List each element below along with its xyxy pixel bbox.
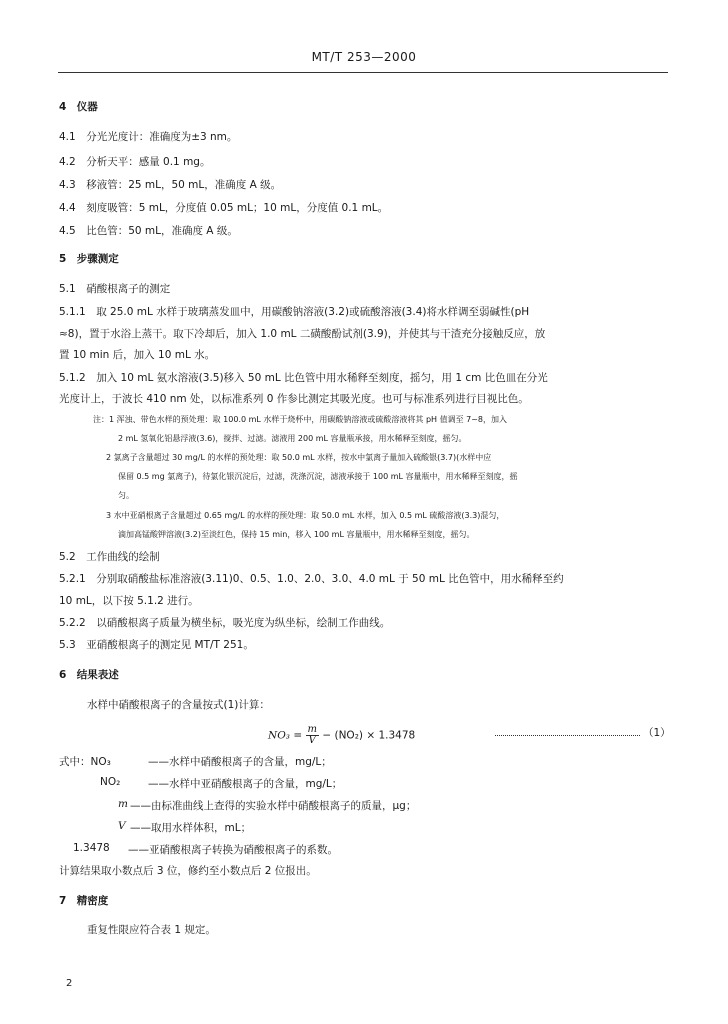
clause-4-2: 4.2 分析天平：感量 0.1 mg。 [59, 156, 211, 168]
clause-5-1-1-line1: 5.1.1 取 25.0 mL 水样于玻璃蒸发皿中，用碳酸钠溶液(3.2)或硫酸溶液(3.4)将水样调至弱碱性(pH [59, 306, 530, 318]
clause-5-2-1-line1: 5.2.1 分别取硝酸盐标准溶液(3.11)0、0.5、1.0、2.0、3.0、4.0 mL 于 50 mL 比色管中，用水稀释至约 [59, 573, 564, 585]
section-4-heading: 4 仪器 [59, 101, 98, 113]
note-2-line2: 保留 0.5 mg 氯离子)，待氯化银沉淀后，过滤，洗涤沉淀，滤液承接于 100 mL 容量瓶中，用水稀释至刻度，摇 [118, 472, 518, 481]
clause-4-3: 4.3 移液管：25 mL，50 mL，准确度 A 级。 [59, 179, 282, 191]
note-3-line1: 3 水中亚硝根离子含量超过 0.65 mg/L 的水样的预处理：取 50.0 mL 水样，加入 0.5 mL 硫酸溶液(3.3)混匀， [106, 511, 505, 520]
where-desc-v: ——取用水样体积，mL； [130, 822, 252, 834]
formula-lhs: NO₃ [268, 729, 291, 742]
clause-5-1-2-line1: 5.1.2 加入 10 mL 氨水溶液(3.5)移入 50 mL 比色管中用水稀释至刻度，摇匀，用 1 cm 比色皿在分光 [59, 372, 548, 384]
clause-5-1-1-line3: 置 10 min 后，加入 10 mL 水。 [59, 349, 216, 361]
note-3-line2: 滴加高锰酸钾溶液(3.2)至淡红色，保持 15 min，移入 100 mL 容量瓶中，用水稀释至刻度，摇匀。 [118, 530, 475, 539]
section-7-text: 重复性限应符合表 1 规定。 [87, 924, 216, 936]
formula-intro: 水样中硝酸根离子的含量按式(1)计算： [87, 699, 270, 711]
where-symbol-no3: 式中：NO₃ [59, 756, 111, 768]
calculation-note: 计算结果取小数点后 3 位，修约至小数点后 2 位报出。 [59, 865, 317, 877]
clause-4-5: 4.5 比色管：50 mL，准确度 A 级。 [59, 225, 238, 237]
where-desc-coefficient: ——亚硝酸根离子转换为硝酸根离子的系数。 [128, 844, 338, 856]
note-2-line1: 2 氯离子含量超过 30 mg/L 的水样的预处理：取 50.0 mL 水样，按水中氯离子量加入硫酸银(3.7)(水样中应 [106, 453, 492, 462]
where-desc-no3: ——水样中硝酸根离子的含量，mg/L； [148, 756, 332, 768]
formula-leader-dots [495, 727, 640, 736]
header-rule [58, 72, 668, 73]
clause-5-2-2: 5.2.2 以硝酸根离子质量为横坐标，吸光度为纵坐标，绘制工作曲线。 [59, 617, 391, 629]
clause-5-2-1-line2: 10 mL，以下按 5.1.2 进行。 [59, 595, 199, 607]
where-symbol-no2: NO₂ [100, 776, 121, 788]
clause-5-2: 5.2 工作曲线的绘制 [59, 551, 160, 563]
standard-code-header: MT/T 253—2000 [311, 50, 417, 64]
page-number: 2 [66, 978, 73, 989]
clause-5-1-2-line2: 光度计上，于波长 410 nm 处，以标准系列 0 作参比测定其吸光度。也可与标准系列进行目视比色。 [59, 393, 529, 405]
section-6-heading: 6 结果表述 [59, 669, 119, 681]
clause-5-1: 5.1 硝酸根离子的测定 [59, 283, 171, 295]
formula-fraction [306, 725, 319, 746]
where-symbol-v: V [118, 820, 126, 832]
formula-number: （1） [643, 727, 671, 739]
clause-5-1-1-line2: ≈8)，置于水浴上蒸干。取下冷却后，加入 1.0 mL 二磺酸酚试剂(3.9)，并使其与干渣充分接触反应，放 [59, 328, 546, 340]
formula-rest: − (NO₂) × 1.3478 [322, 729, 416, 742]
note-1-line2: 2 mL 氢氧化铝悬浮液(3.6)，搅拌、过滤。滤液用 200 mL 容量瓶承接，用水稀释至刻度，摇匀。 [118, 434, 467, 443]
where-symbol-m: m [118, 798, 128, 810]
formula-1 [268, 725, 415, 746]
note-1-line1: 注：1 浑浊、带色水样的预处理：取 100.0 mL 水样于烧杯中，用碳酸钠溶液或硫酸溶液将其 pH 值调至 7~8，加入 [93, 415, 508, 424]
section-5-heading: 5 步骤测定 [59, 253, 119, 265]
clause-4-1: 4.1 分光光度计：准确度为±3 nm。 [59, 131, 238, 143]
section-7-heading: 7 精密度 [59, 895, 109, 907]
formula-equals: = [293, 729, 303, 742]
formula-denominator: V [308, 735, 316, 746]
clause-5-3: 5.3 亚硝酸根离子的测定见 MT/T 251。 [59, 639, 254, 651]
note-2-line3: 匀。 [118, 491, 134, 500]
where-desc-m: ——由标准曲线上查得的实验水样中硝酸根离子的质量，μg； [130, 800, 417, 812]
where-symbol-coefficient: 1.3478 [73, 842, 110, 854]
formula-numerator: m [307, 724, 317, 735]
clause-4-4: 4.4 刻度吸管：5 mL，分度值 0.05 mL；10 mL，分度值 0.1 mL。 [59, 202, 389, 214]
where-desc-no2: ——水样中亚硝酸根离子的含量，mg/L； [148, 778, 343, 790]
